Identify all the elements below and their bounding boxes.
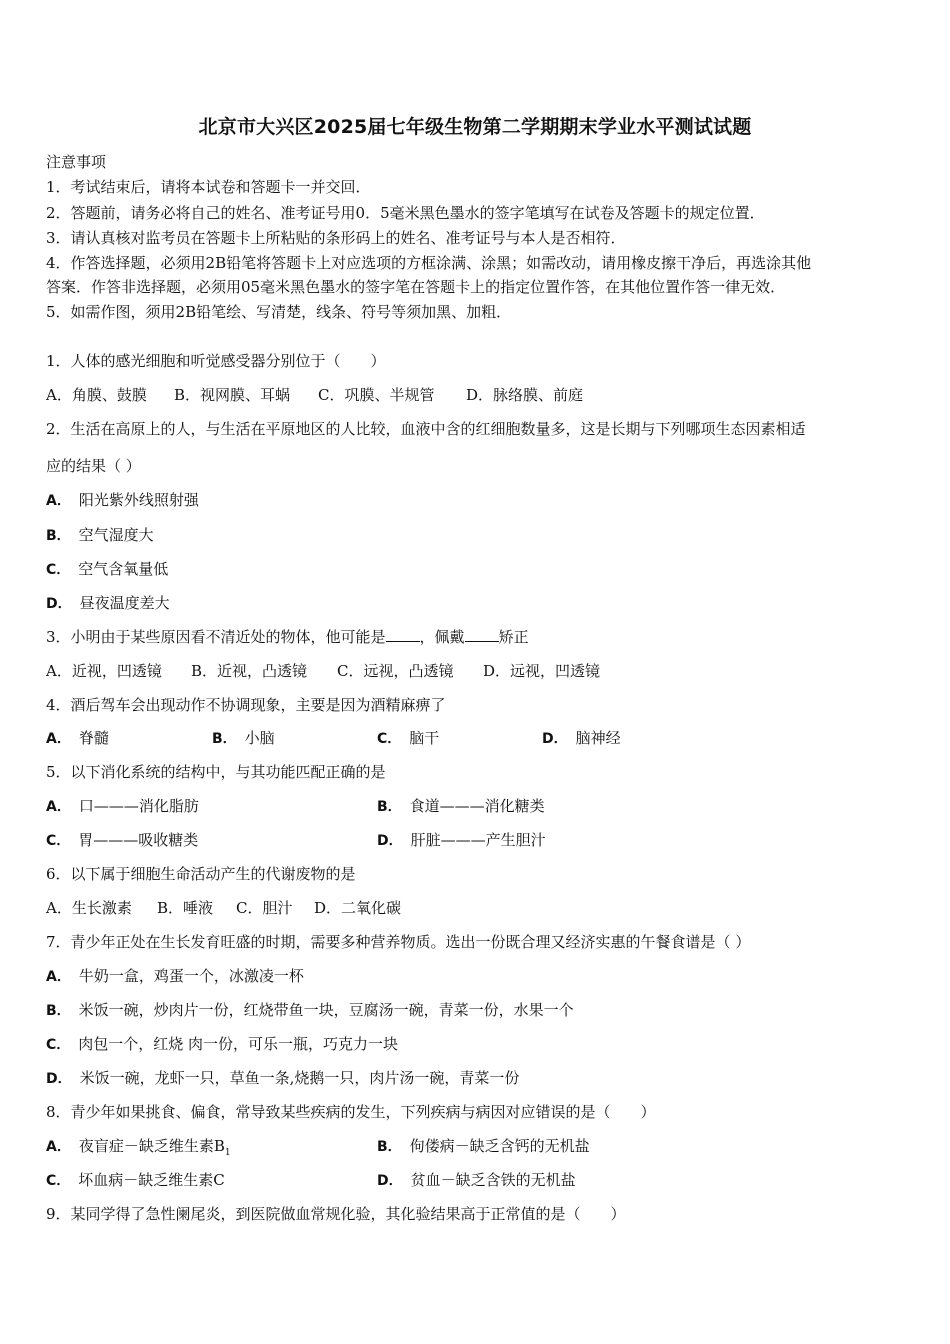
question-2-stem-cont: 应的结果（ ） <box>46 457 141 475</box>
notice-item: 1．考试结束后，请将本试卷和答题卡一并交回． <box>46 178 371 196</box>
option-label: D． <box>46 596 72 612</box>
option-text: 口———消化脂肪 <box>78 797 199 815</box>
q3-option-d: D．远视，凹透镜 <box>483 662 601 680</box>
question-5-stem: 5．以下消化系统的结构中，与其功能匹配正确的是 <box>46 763 386 781</box>
q2-option-a <box>46 490 199 511</box>
q8-option-c <box>46 1170 225 1191</box>
option-label: A． <box>46 799 71 815</box>
q2-option-c <box>46 559 168 580</box>
option-text: 空气湿度大 <box>78 526 154 544</box>
q7-option-d <box>46 1068 519 1089</box>
exam-title: 北京市大兴区2025届七年级生物第二学期期末学业水平测试试题 <box>198 116 752 138</box>
question-3-stem <box>46 627 529 647</box>
option-label: B． <box>46 528 71 544</box>
q6-option-c: C．胆汁 <box>236 899 293 917</box>
question-6-stem: 6．以下属于细胞生命活动产生的代谢废物的是 <box>46 865 356 883</box>
option-text: 小脑 <box>244 729 275 747</box>
option-text: 米饭一碗，炒肉片一份，红烧带鱼一块，豆腐汤一碗，青菜一份，水果一个 <box>78 1001 574 1019</box>
option-text: 佝偻病－缺乏含钙的无机盐 <box>409 1137 590 1155</box>
q1-option-b: B．视网膜、耳蜗 <box>174 386 291 404</box>
option-label: B． <box>46 1003 71 1019</box>
option-label: A． <box>46 731 71 747</box>
notice-item: 答案．作答非选择题，必须用05毫米黑色墨水的签字笔在答题卡上的指定位置作答，在其他位置作答一律无效． <box>46 278 786 296</box>
option-label: C． <box>46 562 71 578</box>
option-label: D． <box>46 1071 72 1087</box>
option-text: 胃———吸收糖类 <box>78 831 199 849</box>
option-label: C． <box>46 1037 71 1053</box>
q7-option-c <box>46 1034 398 1055</box>
stem-part: 3．小明由于某些原因看不清近处的物体，他可能是 <box>46 628 386 646</box>
q2-option-b <box>46 525 154 546</box>
option-text: 坏血病－缺乏维生素C <box>78 1171 225 1189</box>
q1-option-a: A．角膜、鼓膜 <box>46 386 147 404</box>
q5-option-c <box>46 830 198 851</box>
q1-option-d: D．脉络膜、前庭 <box>466 386 584 404</box>
option-text: 牛奶一盒，鸡蛋一个，冰激凌一杯 <box>78 967 304 985</box>
option-label: C． <box>46 1173 71 1189</box>
q4-option-a <box>46 728 109 749</box>
option-text: 昼夜温度差大 <box>79 594 170 612</box>
q5-option-b <box>377 796 545 817</box>
question-9-stem: 9．某同学得了急性阑尾炎，到医院做血常规化验，其化验结果高于正常值的是（ ） <box>46 1205 626 1223</box>
option-label: D． <box>377 1173 403 1189</box>
q8-option-d <box>377 1170 576 1191</box>
option-label: C． <box>377 731 402 747</box>
option-text: 脑神经 <box>575 729 621 747</box>
option-text: 肉包一个，红烧 肉一份，可乐一瓶，巧克力一块 <box>78 1035 399 1053</box>
answer-blank <box>386 627 420 642</box>
option-text: 贫血－缺乏含铁的无机盐 <box>410 1171 576 1189</box>
q3-option-c: C．远视，凸透镜 <box>337 662 454 680</box>
option-text: 脑干 <box>409 729 440 747</box>
option-label: D． <box>377 833 403 849</box>
answer-blank <box>465 627 499 642</box>
q3-option-b: B．近视，凸透镜 <box>191 662 308 680</box>
option-label: D． <box>542 731 568 747</box>
option-text: 脊髓 <box>78 729 109 747</box>
stem-part: 矫正 <box>498 628 529 646</box>
q4-option-d <box>542 728 621 749</box>
q5-option-a <box>46 796 199 817</box>
subscript: 1 <box>224 1148 231 1158</box>
question-8-stem: 8．青少年如果挑食、偏食，常导致某些疾病的发生，下列疾病与病因对应错误的是（ ） <box>46 1103 656 1121</box>
option-label: B． <box>212 731 237 747</box>
notice-item: 3．请认真核对监考员在答题卡上所粘贴的条形码上的姓名、准考证号与本人是否相符． <box>46 229 626 247</box>
stem-part: ，佩戴 <box>419 628 465 646</box>
q5-option-d <box>377 830 546 851</box>
q6-option-a: A．生长激素 <box>46 899 132 917</box>
notice-item: 4．作答选择题，必须用2B铅笔将答题卡上对应选项的方框涂满、涂黑；如需改动，请用橡皮擦干净后，再选涂其他 <box>46 254 812 272</box>
q2-option-d <box>46 593 170 614</box>
notice-item: 5．如需作图，须用2B铅笔绘、写清楚，线条、符号等须加黑、加粗． <box>46 303 512 321</box>
q1-option-c: C．巩膜、半规管 <box>318 386 435 404</box>
option-label: A． <box>46 969 71 985</box>
q3-option-a: A．近视，凹透镜 <box>46 662 162 680</box>
option-text: 米饭一碗，龙虾一只，草鱼一条,烧鹅一只，肉片汤一碗，青菜一份 <box>79 1069 520 1087</box>
q4-option-b <box>212 728 275 749</box>
notice-item: 2．答题前，请务必将自己的姓名、准考证号用0．5毫米黑色墨水的签字笔填写在试卷及答题卡的规定位置． <box>46 204 765 222</box>
option-label: B． <box>377 1139 402 1155</box>
q6-option-b: B．唾液 <box>157 899 214 917</box>
option-label: B． <box>377 799 402 815</box>
q4-option-c <box>377 728 439 749</box>
q6-option-d: D．二氧化碳 <box>314 899 402 917</box>
option-label: C． <box>46 833 71 849</box>
q7-option-b <box>46 1000 574 1021</box>
question-2-stem: 2．生活在高原上的人，与生活在平原地区的人比较，血液中含的红细胞数量多，这是长期与下列哪项生态因素相适 <box>46 420 806 438</box>
question-7-stem: 7．青少年正处在生长发育旺盛的时期，需要多种营养物质。选出一份既合理又经济实惠的午餐食谱是（ ） <box>46 933 751 951</box>
q7-option-a <box>46 966 304 987</box>
question-4-stem: 4．酒后驾车会出现动作不协调现象，主要是因为酒精麻痹了 <box>46 696 446 714</box>
option-text: 肝脏———产生胆汁 <box>410 831 546 849</box>
option-label: A． <box>46 493 71 509</box>
option-label: A． <box>46 1139 71 1155</box>
option-text: 空气含氧量低 <box>78 560 169 578</box>
option-text: 食道———消化糖类 <box>409 797 545 815</box>
question-1-stem: 1．人体的感光细胞和听觉感受器分别位于（ ） <box>46 352 386 370</box>
q8-option-a <box>46 1136 231 1163</box>
q8-option-b <box>377 1136 590 1157</box>
option-text: 夜盲症－缺乏维生素B <box>78 1137 225 1155</box>
option-text: 阳光紫外线照射强 <box>78 491 199 509</box>
notice-heading: 注意事项 <box>46 153 107 171</box>
